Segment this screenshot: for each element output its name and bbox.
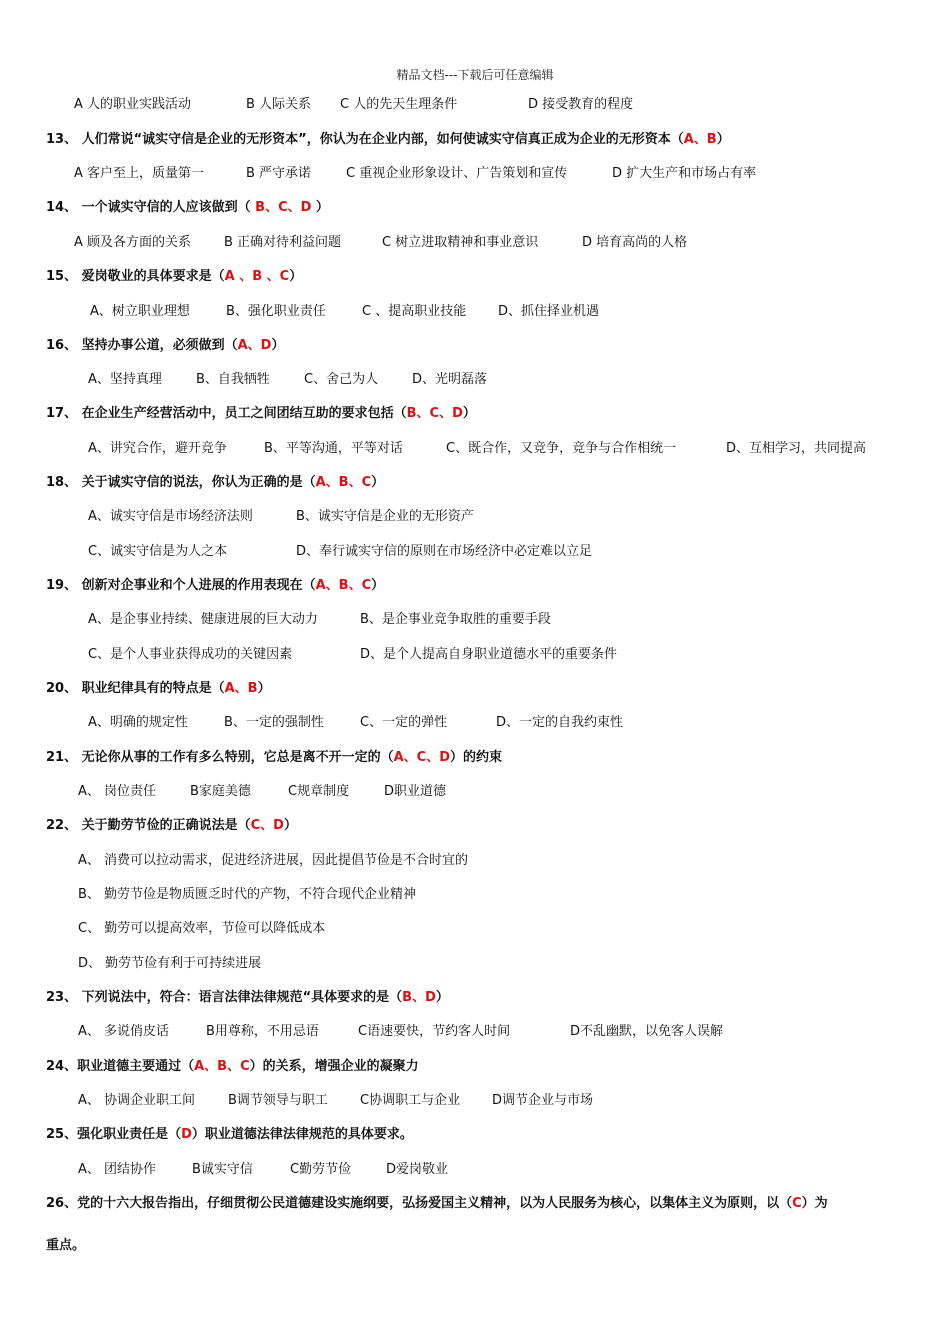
answer-option: C规章制度 — [288, 784, 350, 799]
answer-option: C 重视企业形象设计、广告策划和宣传 — [346, 166, 568, 181]
answer-option: D不乱幽默，以免客人误解 — [570, 1024, 724, 1039]
question-line — [46, 268, 302, 286]
question-line — [46, 1237, 85, 1255]
answer-option: B、自我牺牲 — [196, 372, 270, 387]
question-text: ） — [435, 990, 449, 1005]
question-line — [46, 989, 449, 1007]
question-text: ） — [371, 578, 385, 593]
answer-option: A、 消费可以拉动需求，促进经济进展，因此提倡节俭是不合时宜的 — [78, 853, 469, 868]
question-text: ）职业道德法律法律规范的具体要求。 — [191, 1127, 413, 1142]
option-line — [74, 96, 633, 114]
answer-option: C、 勤劳可以提高效率，节俭可以降低成本 — [78, 921, 326, 936]
option-line — [88, 508, 474, 526]
answer-option: D爱岗敬业 — [386, 1162, 449, 1177]
question-text: ） — [371, 475, 385, 490]
answer-option: A 客户至上，质量第一 — [74, 166, 205, 181]
question-text: 重点。 — [46, 1238, 86, 1253]
answer-option: D 接受教育的程度 — [528, 97, 634, 112]
answer-option: A、坚持真理 — [88, 372, 162, 387]
question-line — [46, 474, 384, 492]
answer-option: D、一定的自我约束性 — [496, 715, 624, 730]
answer-option: B、平等沟通，平等对话 — [264, 441, 403, 456]
answer-option: C勤劳节俭 — [290, 1162, 352, 1177]
answer-option: D、 勤劳节俭有利于可持续进展 — [78, 956, 262, 971]
answer-option: D、光明磊落 — [412, 372, 488, 387]
answer-key: B、C、D — [406, 406, 463, 421]
question-text: ）的约束 — [450, 750, 503, 765]
option-line — [88, 714, 623, 732]
answer-option: B调节领导与职工 — [228, 1093, 328, 1108]
page-header: 精品文档---下载后可任意编辑 — [396, 68, 554, 82]
answer-option: D、抓住择业机遇 — [498, 304, 600, 319]
question-line — [46, 131, 730, 149]
answer-option: D、互相学习，共同提高 — [726, 441, 867, 456]
answer-option: B、是企事业竞争取胜的重要手段 — [360, 612, 551, 627]
answer-option: C、舍己为人 — [304, 372, 379, 387]
answer-key: D — [181, 1127, 192, 1142]
question-text: 16、 坚持办事公道，必须做到（ — [46, 338, 238, 353]
question-text: 26、党的十六大报告指出，仔细贯彻公民道德建设实施纲要，弘扬爱国主义精神，以为人民服务为核心，以集体主义为原则，以（ — [46, 1196, 793, 1211]
question-text: 22、 关于勤劳节俭的正确说法是（ — [46, 818, 251, 833]
option-line — [78, 955, 261, 973]
answer-key: A、C、D — [393, 750, 451, 765]
answer-option: B 正确对待利益问题 — [224, 235, 342, 250]
answer-key: B、D — [402, 990, 436, 1005]
question-text: 23、 下列说法中，符合：语言法律法律规范“具体要求的是（ — [46, 990, 403, 1005]
answer-option: D、奉行诚实守信的原则在市场经济中必定难以立足 — [296, 544, 593, 559]
question-text: 25、强化职业责任是（ — [46, 1127, 182, 1142]
answer-key: A、B、C — [194, 1059, 250, 1074]
answer-option: B 严守承诺 — [246, 166, 312, 181]
question-line — [46, 817, 297, 835]
answer-option: A 人的职业实践活动 — [74, 97, 192, 112]
answer-option: B诚实守信 — [192, 1162, 253, 1177]
answer-option: C协调职工与企业 — [360, 1093, 461, 1108]
answer-key: A、B — [683, 132, 717, 147]
answer-option: C、既合作，又竞争，竞争与合作相统一 — [446, 441, 677, 456]
question-text: 18、 关于诚实守信的说法，你认为正确的是（ — [46, 475, 316, 490]
question-text: 20、 职业纪律具有的特点是（ — [46, 681, 225, 696]
answer-option: D 扩大生产和市场占有率 — [612, 166, 757, 181]
answer-option: C 、提高职业技能 — [362, 304, 467, 319]
answer-option: A、诚实守信是市场经济法则 — [88, 509, 253, 524]
answer-option: A 顾及各方面的关系 — [74, 235, 192, 250]
answer-option: A、 多说俏皮话 — [78, 1024, 170, 1039]
question-text: ） — [716, 132, 730, 147]
answer-option: C、诚实守信是为人之本 — [88, 544, 228, 559]
answer-key: A 、B 、C — [224, 269, 290, 284]
answer-key: A、B、C — [315, 475, 372, 490]
answer-option: B、 勤劳节俭是物质匮乏时代的产物，不符合现代企业精神 — [78, 887, 417, 902]
answer-option: A、 岗位责任 — [78, 784, 157, 799]
answer-option: B家庭美德 — [190, 784, 251, 799]
question-line — [46, 1126, 413, 1144]
option-line — [78, 852, 468, 870]
question-line — [46, 680, 271, 698]
answer-option: D、是个人提高自身职业道德水平的重要条件 — [360, 647, 618, 662]
question-line — [46, 337, 285, 355]
answer-option: B 人际关系 — [246, 97, 312, 112]
question-text: ）为 — [801, 1196, 828, 1211]
option-line — [90, 303, 599, 321]
option-line — [78, 886, 416, 904]
question-text: 17、 在企业生产经营活动中，员工之间团结互助的要求包括（ — [46, 406, 407, 421]
answer-key: A、D — [237, 338, 272, 353]
answer-option: B、强化职业责任 — [226, 304, 326, 319]
option-line — [88, 543, 592, 561]
answer-option: D职业道德 — [384, 784, 447, 799]
answer-option: C语速要快，节约客人时间 — [358, 1024, 511, 1039]
option-line — [78, 920, 325, 938]
question-line — [46, 749, 502, 767]
answer-option: B、诚实守信是企业的无形资产 — [296, 509, 474, 524]
question-text: ） — [289, 269, 303, 284]
question-line — [46, 405, 476, 423]
answer-option: B、一定的强制性 — [224, 715, 324, 730]
answer-key: B、C、D — [255, 200, 312, 215]
question-text: ） — [311, 200, 329, 215]
answer-option: C、一定的弹性 — [360, 715, 448, 730]
answer-key: A、B、C — [315, 578, 372, 593]
option-line — [88, 611, 551, 629]
option-line — [74, 234, 687, 252]
answer-option: A、 协调企业职工间 — [78, 1093, 196, 1108]
question-text: 24、职业道德主要通过（ — [46, 1059, 195, 1074]
question-text: ） — [257, 681, 271, 696]
option-line — [78, 1161, 448, 1179]
option-line — [78, 783, 446, 801]
question-text: ） — [462, 406, 476, 421]
question-line — [46, 1058, 419, 1076]
option-line — [88, 646, 617, 664]
question-line — [46, 577, 384, 595]
answer-option: A、是企事业持续、健康进展的巨大动力 — [88, 612, 318, 627]
answer-option: C、是个人事业获得成功的关键因素 — [88, 647, 293, 662]
option-line — [88, 371, 487, 389]
option-line — [78, 1023, 723, 1041]
question-text: 21、 无论你从事的工作有多么特别，它总是离不开一定的（ — [46, 750, 394, 765]
answer-option: A、 团结协作 — [78, 1162, 157, 1177]
question-text: ）的关系，增强企业的凝聚力 — [249, 1059, 419, 1074]
question-text: ） — [283, 818, 297, 833]
answer-option: A、讲究合作，避开竞争 — [88, 441, 227, 456]
option-line — [88, 440, 866, 458]
question-text: 15、 爱岗敬业的具体要求是（ — [46, 269, 225, 284]
question-text: 14、 一个诚实守信的人应该做到（ — [46, 200, 256, 215]
answer-option: D调节企业与市场 — [492, 1093, 594, 1108]
question-text: ） — [271, 338, 285, 353]
option-line — [74, 165, 756, 183]
answer-key: A、B — [224, 681, 258, 696]
answer-key: C、D — [250, 818, 284, 833]
answer-option: B用尊称，不用忌语 — [206, 1024, 319, 1039]
answer-key: C — [792, 1196, 802, 1211]
question-line — [46, 1195, 828, 1213]
question-text: 13、 人们常说“诚实守信是企业的无形资本”，你认为在企业内部，如何使诚实守信真正成为企业的无形资本（ — [46, 132, 684, 147]
question-text: 19、 创新对企事业和个人进展的作用表现在（ — [46, 578, 316, 593]
question-line — [46, 199, 329, 217]
option-line — [78, 1092, 593, 1110]
answer-option: A、树立职业理想 — [90, 304, 190, 319]
answer-option: D 培育高尚的人格 — [582, 235, 688, 250]
answer-option: C 树立进取精神和事业意识 — [382, 235, 539, 250]
answer-option: C 人的先天生理条件 — [340, 97, 458, 112]
answer-option: A、明确的规定性 — [88, 715, 188, 730]
